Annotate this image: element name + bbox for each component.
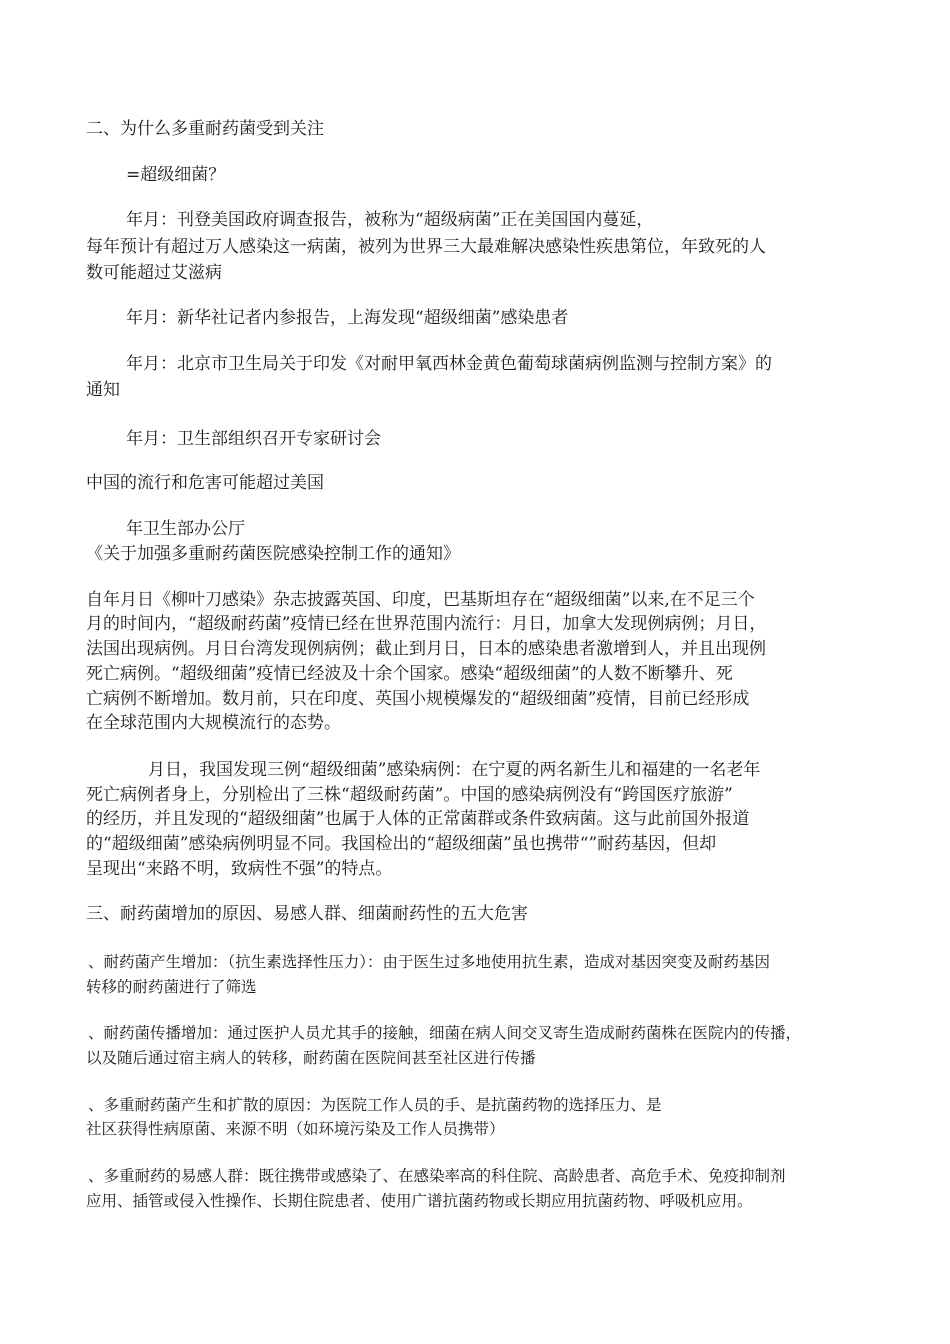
paragraph-2-line-4: 的“超级细菌”感染病例明显不同。我国检出的“超级细菌”虽也携带“”耐药基因，但却 bbox=[86, 834, 717, 854]
item-2-line-2: 以及随后通过宿主病人的转移，耐药菌在医院间甚至社区进行传播 bbox=[86, 1049, 536, 1067]
paragraph-1-line-6: 在全球范围内大规模流行的态势。 bbox=[86, 713, 341, 733]
item-2-line-1: 、耐药菌传播增加：通过医护人员尤其手的接触，细菌在病人间交叉寄生造成耐药菌株在医院内的传播， bbox=[88, 1024, 802, 1042]
item-4-line-2: 应用、插管或侵入性操作、长期住院患者、使用广谱抗菌药物或长期应用抗菌药物、呼吸机应用。 bbox=[86, 1192, 753, 1210]
event-3-line-2: 通知 bbox=[86, 380, 120, 400]
paragraph-2-line-2: 死亡病例者身上，分别检出了三株“超级耐药菌”。中国的感染病例没有“跨国医疗旅游” bbox=[86, 785, 733, 805]
section-3-heading: 三、耐药菌增加的原因、易感人群、细菌耐药性的五大危害 bbox=[86, 904, 528, 924]
event-1-line-1: 年月：刊登美国政府调查报告，被称为“超级病菌”正在美国国内蔓延， bbox=[126, 210, 654, 230]
paragraph-1-line-4: 死亡病例。“超级细菌”疫情已经波及十余个国家。感染“超级细菌”的人数不断攀升、死 bbox=[86, 664, 733, 684]
item-3-line-1: 、多重耐药菌产生和扩散的原因：为医院工作人员的手、是抗菌药物的选择压力、是 bbox=[88, 1096, 662, 1114]
event-3-line-1: 年月：北京市卫生局关于印发《对耐甲氧西林金黄色葡萄球菌病例监测与控制方案》的 bbox=[126, 354, 772, 374]
paragraph-1-line-1: 自年月日《柳叶刀感染》杂志披露英国、印度，巴基斯坦存在“超级细菌”以来,在不足三个 bbox=[86, 590, 755, 610]
paragraph-1-line-3: 法国出现病例。月日台湾发现例病例；截止到月日，日本的感染患者激增到人，并且出现例 bbox=[86, 639, 766, 659]
item-1-line-2: 转移的耐药菌进行了筛选 bbox=[86, 978, 257, 996]
ministry-notice-title: 《关于加强多重耐药菌医院感染控制工作的通知》 bbox=[86, 544, 460, 564]
item-4-line-1: 、多重耐药的易感人群：既往携带或感染了、在感染率高的科住院、高龄患者、高危手术、免疫抑制剂 bbox=[88, 1167, 786, 1185]
event-1-line-2: 每年预计有超过万人感染这一病菌，被列为世界三大最难解决感染性疾患第位，年致死的人 bbox=[86, 237, 766, 257]
paragraph-1-line-2: 月的时间内，“超级耐药菌”疫情已经在世界范围内流行：月日，加拿大发现例病例；月日， bbox=[86, 614, 767, 634]
china-note: 中国的流行和危害可能超过美国 bbox=[86, 473, 324, 493]
paragraph-2-line-3: 的经历，并且发现的“超级细菌”也属于人体的正常菌群或条件致病菌。这与此前国外报道 bbox=[86, 809, 750, 829]
paragraph-2-line-1: 月日，我国发现三例“超级细菌”感染病例：在宁夏的两名新生儿和福建的一名老年 bbox=[148, 760, 761, 780]
event-1-line-3: 数可能超过艾滋病 bbox=[86, 263, 222, 283]
item-1-line-1: 、耐药菌产生增加：（抗生素选择性压力）：由于医生过多地使用抗生素，造成对基因突变及耐药基因 bbox=[88, 953, 771, 971]
paragraph-2-line-5: 呈现出“来路不明，致病性不强”的特点。 bbox=[86, 859, 393, 879]
section-2-subheading: =超级细菌？ bbox=[126, 165, 226, 185]
section-2-heading: 二、为什么多重耐药菌受到关注 bbox=[86, 119, 324, 139]
paragraph-1-line-5: 亡病例不断增加。数月前，只在印度、英国小规模爆发的“超级细菌”疫情，目前已经形成 bbox=[86, 689, 750, 709]
event-4: 年月：卫生部组织召开专家研讨会 bbox=[126, 429, 381, 449]
item-3-line-2: 社区获得性病原菌、来源不明（如环境污染及工作人员携带） bbox=[86, 1120, 505, 1138]
ministry-line-1: 年卫生部办公厅 bbox=[126, 519, 245, 539]
event-2: 年月：新华社记者内参报告，上海发现“超级细菌”感染患者 bbox=[126, 308, 569, 328]
